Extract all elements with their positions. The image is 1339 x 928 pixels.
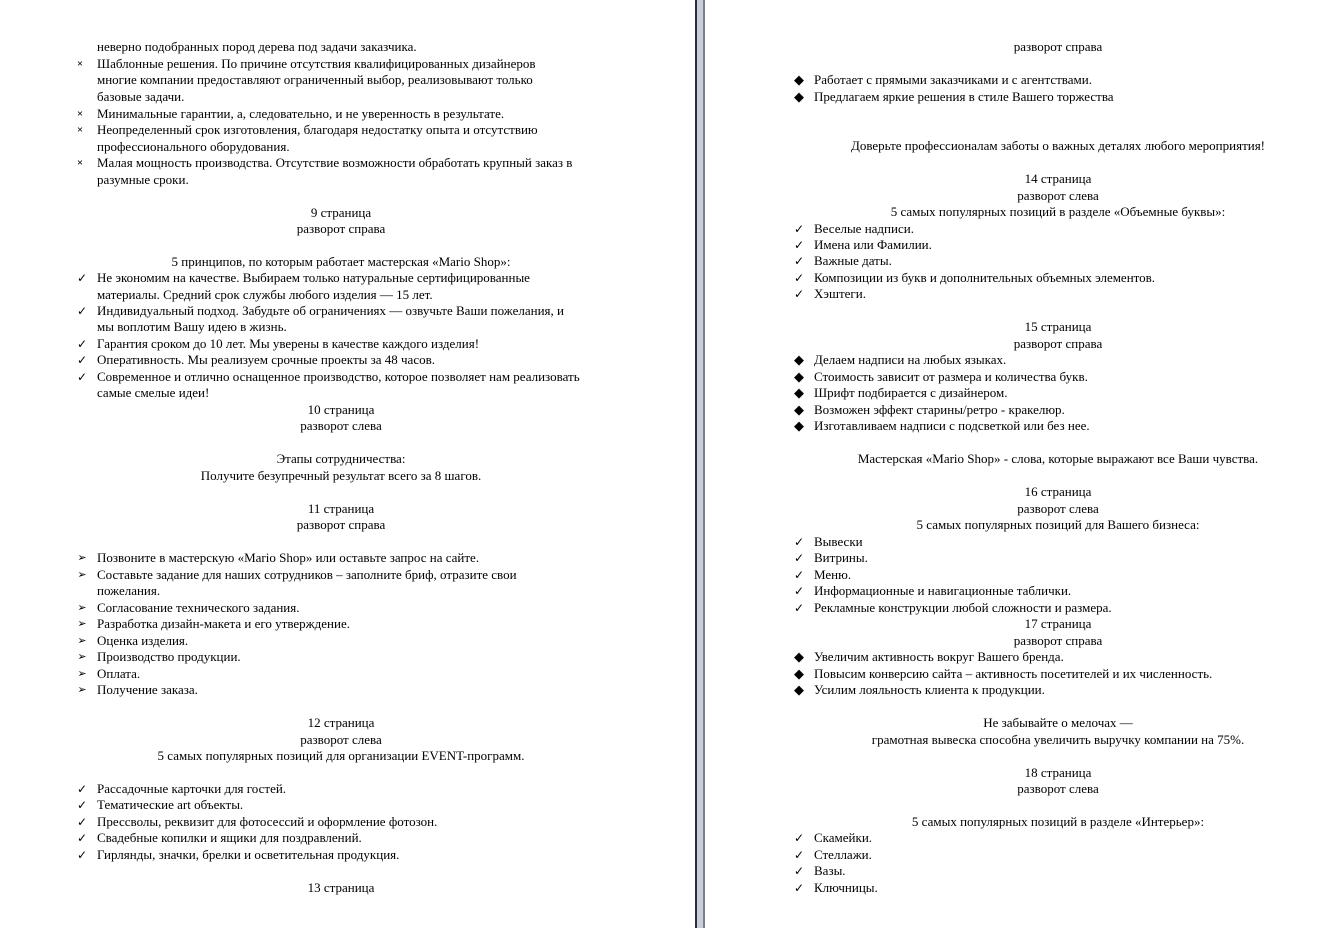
list-item: Изготавливаем надписи с подсветкой или без нее. [814, 418, 1090, 433]
list-item: Минимальные гарантии, а, следовательно, и не уверенность в результате. [97, 106, 505, 121]
list-item: Гирлянды, значки, брелки и осветительная продукция. [97, 847, 400, 862]
diamond-bullet-icon: ◆ [794, 369, 804, 384]
list-item: Прессволы, реквизит для фотосессий и оформление фотозон. [97, 814, 438, 829]
text-line: неверно подобранных пород дерева под задачи заказчика. [97, 39, 417, 54]
check-icon: ✓ [793, 831, 805, 845]
page-number: 14 страница [1024, 171, 1092, 186]
diamond-bullet-icon: ◆ [794, 682, 804, 697]
check-icon: ✓ [793, 535, 805, 549]
list-item: Гарантия сроком до 10 лет. Мы уверены в качестве каждого изделия! [97, 336, 480, 351]
check-icon: ✓ [76, 848, 88, 862]
list-item: Вывески [814, 534, 863, 549]
check-icon: ✓ [793, 881, 805, 895]
page-number: 13 страница [307, 880, 375, 895]
list-item: Информационные и навигационные таблички. [814, 583, 1072, 598]
spread-label: разворот справа [296, 221, 386, 236]
check-icon: ✓ [793, 222, 805, 236]
list-item-cont: многие компании предоставляют ограниченный выбор, реализовывают только [97, 72, 533, 87]
list-item: Веселые надписи. [814, 221, 914, 236]
list-item-cont: материалы. Средний срок службы любого изделия — 15 лет. [97, 287, 433, 302]
closing-text: Мастерская «Mario Shop» - слова, которые выражают все Ваши чувства. [857, 451, 1259, 466]
diamond-bullet-icon: ◆ [794, 385, 804, 400]
cross-bullet-icon: × [76, 157, 84, 169]
list-item-cont: профессионального оборудования. [97, 139, 290, 154]
list-item: Оперативность. Мы реализуем срочные проекты за 48 часов. [97, 352, 435, 367]
arrow-bullet-icon: ➢ [77, 634, 87, 647]
spread-label: разворот справа [296, 517, 386, 532]
list-item: Хэштеги. [814, 286, 866, 301]
page-number: 9 страница [310, 205, 372, 220]
cross-bullet-icon: × [76, 108, 84, 120]
closing-text: Не забывайте о мелочах — [983, 715, 1133, 730]
list-item: Делаем надписи на любых языках. [814, 352, 1007, 367]
list-item: Имена или Фамилии. [814, 237, 932, 252]
right-page [705, 0, 1339, 928]
check-icon: ✓ [793, 254, 805, 268]
list-item: Важные даты. [814, 253, 892, 268]
check-icon: ✓ [793, 864, 805, 878]
arrow-bullet-icon: ➢ [77, 683, 87, 696]
list-item-cont: самые смелые идеи! [97, 385, 210, 400]
cross-bullet-icon: × [76, 58, 84, 70]
page-number: 12 страница [307, 715, 375, 730]
list-item: Предлагаем яркие решения в стиле Вашего торжества [814, 89, 1114, 104]
section-heading: 5 самых популярных позиций в разделе «Объемные буквы»: [890, 204, 1226, 219]
list-item-cont: разумные сроки. [97, 172, 189, 187]
section-heading: 5 самых популярных позиций для организации EVENT-программ. [157, 748, 525, 763]
page-number: 15 страница [1024, 319, 1092, 334]
check-icon: ✓ [793, 551, 805, 565]
list-item: Витрины. [814, 550, 868, 565]
check-icon: ✓ [793, 601, 805, 615]
spread-label: разворот справа [1013, 39, 1103, 54]
check-icon: ✓ [793, 584, 805, 598]
page-number: 18 страница [1024, 765, 1092, 780]
list-item: Получение заказа. [97, 682, 198, 697]
list-item: Индивидуальный подход. Забудьте об ограничениях — озвучьте Ваши пожелания, и [97, 303, 564, 318]
arrow-bullet-icon: ➢ [77, 667, 87, 680]
list-item: Скамейки. [814, 830, 873, 845]
list-item: Рекламные конструкции любой сложности и размера. [814, 600, 1112, 615]
list-item: Свадебные копилки и ящики для поздравлений. [97, 830, 362, 845]
diamond-bullet-icon: ◆ [794, 666, 804, 681]
list-item: Ключницы. [814, 880, 878, 895]
page-number: 17 страница [1024, 616, 1092, 631]
diamond-bullet-icon: ◆ [794, 418, 804, 433]
section-heading: 5 самых популярных позиций в разделе «Интерьер»: [911, 814, 1205, 829]
spread-label: разворот слева [1017, 501, 1099, 516]
list-item: Композиции из букв и дополнительных объемных элементов. [814, 270, 1156, 285]
page-number: 10 страница [307, 402, 375, 417]
list-item: Оплата. [97, 666, 141, 681]
list-item: Тематические art объекты. [97, 797, 244, 812]
list-item: Вазы. [814, 863, 846, 878]
arrow-bullet-icon: ➢ [77, 650, 87, 663]
check-icon: ✓ [76, 782, 88, 796]
page-number: 16 страница [1024, 484, 1092, 499]
list-item: Работает с прямыми заказчиками и с агентствами. [814, 72, 1092, 87]
list-item: Согласование технического задания. [97, 600, 300, 615]
list-item: Не экономим на качестве. Выбираем только натуральные сертифицированные [97, 270, 530, 285]
list-item: Неопределенный срок изготовления, благодаря недостатку опыта и отсутствию [97, 122, 538, 137]
list-item: Разработка дизайн-макета и его утверждение. [97, 616, 350, 631]
check-icon: ✓ [76, 304, 88, 318]
list-item: Составьте задание для наших сотрудников – заполните бриф, отразите свои [97, 567, 517, 582]
list-item: Современное и отлично оснащенное производство, которое позволяет нам реализовать [97, 369, 580, 384]
list-item: Шрифт подбирается с дизайнером. [814, 385, 1008, 400]
page-number: 11 страница [307, 501, 375, 516]
list-item-cont: мы воплотим Вашу идею в жизнь. [97, 319, 287, 334]
list-item: Стеллажи. [814, 847, 872, 862]
diamond-bullet-icon: ◆ [794, 89, 804, 104]
check-icon: ✓ [793, 287, 805, 301]
list-item: Стоимость зависит от размера и количества букв. [814, 369, 1088, 384]
section-heading: 5 принципов, по которым работает мастерская «Mario Shop»: [171, 254, 511, 269]
list-item: Производство продукции. [97, 649, 241, 664]
list-item: Увеличим активность вокруг Вашего бренда. [814, 649, 1064, 664]
check-icon: ✓ [793, 568, 805, 582]
list-item: Оценка изделия. [97, 633, 189, 648]
closing-text: Доверьте профессионалам заботы о важных деталях любого мероприятия! [850, 138, 1266, 153]
spread-label: разворот справа [1013, 336, 1103, 351]
diamond-bullet-icon: ◆ [794, 72, 804, 87]
check-icon: ✓ [793, 848, 805, 862]
cross-bullet-icon: × [76, 124, 84, 136]
list-item: Повысим конверсию сайта – активность посетителей и их численность. [814, 666, 1213, 681]
check-icon: ✓ [793, 271, 805, 285]
diamond-bullet-icon: ◆ [794, 649, 804, 664]
check-icon: ✓ [793, 238, 805, 252]
list-item: Возможен эффект старины/ретро - кракелюр. [814, 402, 1065, 417]
list-item: Рассадочные карточки для гостей. [97, 781, 287, 796]
section-subheading: Получите безупречный результат всего за 8 шагов. [200, 468, 482, 483]
closing-text: грамотная вывеска способна увеличить выручку компании на 75%. [871, 732, 1245, 747]
list-item: Шаблонные решения. По причине отсутствия квалифицированных дизайнеров [97, 56, 536, 71]
spread-label: разворот справа [1013, 633, 1103, 648]
check-icon: ✓ [76, 798, 88, 812]
list-item-cont: пожелания. [97, 583, 161, 598]
list-item: Позвоните в мастерскую «Mario Shop» или оставьте запрос на сайте. [97, 550, 480, 565]
spread-label: разворот слева [300, 418, 382, 433]
arrow-bullet-icon: ➢ [77, 551, 87, 564]
check-icon: ✓ [76, 337, 88, 351]
spread-label: разворот слева [1017, 781, 1099, 796]
check-icon: ✓ [76, 271, 88, 285]
diamond-bullet-icon: ◆ [794, 352, 804, 367]
list-item-cont: базовые задачи. [97, 89, 185, 104]
arrow-bullet-icon: ➢ [77, 568, 87, 581]
section-heading: Этапы сотрудничества: [276, 451, 406, 466]
page-divider [695, 0, 705, 928]
spread-label: разворот слева [1017, 188, 1099, 203]
section-heading: 5 самых популярных позиций для Вашего бизнеса: [916, 517, 1200, 532]
list-item: Усилим лояльность клиента к продукции. [814, 682, 1045, 697]
spread-label: разворот слева [300, 732, 382, 747]
check-icon: ✓ [76, 815, 88, 829]
check-icon: ✓ [76, 831, 88, 845]
list-item: Малая мощность производства. Отсутствие возможности обработать крупный заказ в [97, 155, 573, 170]
check-icon: ✓ [76, 370, 88, 384]
list-item: Меню. [814, 567, 852, 582]
arrow-bullet-icon: ➢ [77, 601, 87, 614]
check-icon: ✓ [76, 353, 88, 367]
diamond-bullet-icon: ◆ [794, 402, 804, 417]
arrow-bullet-icon: ➢ [77, 617, 87, 630]
